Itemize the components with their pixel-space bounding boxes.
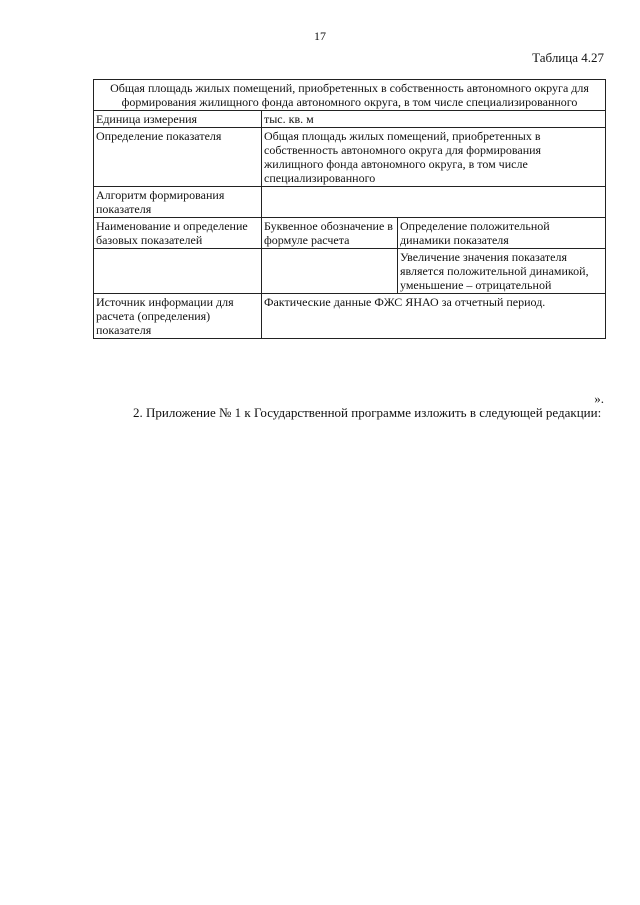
unit-label: Единица измерения	[94, 111, 262, 128]
source-value: Фактические данные ФЖС ЯНАО за отчетный период.	[262, 294, 606, 339]
table-title: Общая площадь жилых помещений, приобретенных в собственность автономного округа для формирования жилищного фонда автономного округа, в том числе специализированного	[94, 80, 606, 111]
algorithm-label: Алгоритм формирования показателя	[94, 187, 262, 218]
amendment-paragraph: 2. Приложение № 1 к Государственной программе изложить в следующей редакции:	[133, 405, 602, 420]
unit-value: тыс. кв. м	[262, 111, 606, 128]
positive-dynamics-header: Определение положительной динамики показателя	[398, 218, 606, 249]
page-number: 17	[314, 29, 326, 43]
letter-designation-header: Буквенное обозначение в формуле расчета	[262, 218, 398, 249]
algorithm-row	[94, 187, 606, 218]
base-indicators-label: Наименование и определение базовых показателей	[94, 218, 262, 249]
positive-dynamics-value: Увеличение значения показателя является положительной динамикой, уменьшение – отрицательной	[398, 249, 606, 294]
indicator-table	[93, 79, 606, 339]
definition-row	[94, 128, 606, 187]
table-caption: Таблица 4.27	[532, 50, 604, 65]
dynamics-row	[94, 249, 606, 294]
empty-cell	[94, 249, 262, 294]
source-row	[94, 294, 606, 339]
source-label: Источник информации для расчета (определения) показателя	[94, 294, 262, 339]
definition-label: Определение показателя	[94, 128, 262, 187]
table-title-row	[94, 80, 606, 111]
unit-row	[94, 111, 606, 128]
algorithm-value	[262, 187, 606, 218]
empty-cell	[262, 249, 398, 294]
closing-quote: ».	[594, 391, 604, 406]
definition-value: Общая площадь жилых помещений, приобретенных в собственность автономного округа для формирования жилищного фонда автономного округа, в том числе специализированного	[262, 128, 606, 187]
base-indicators-header-row	[94, 218, 606, 249]
